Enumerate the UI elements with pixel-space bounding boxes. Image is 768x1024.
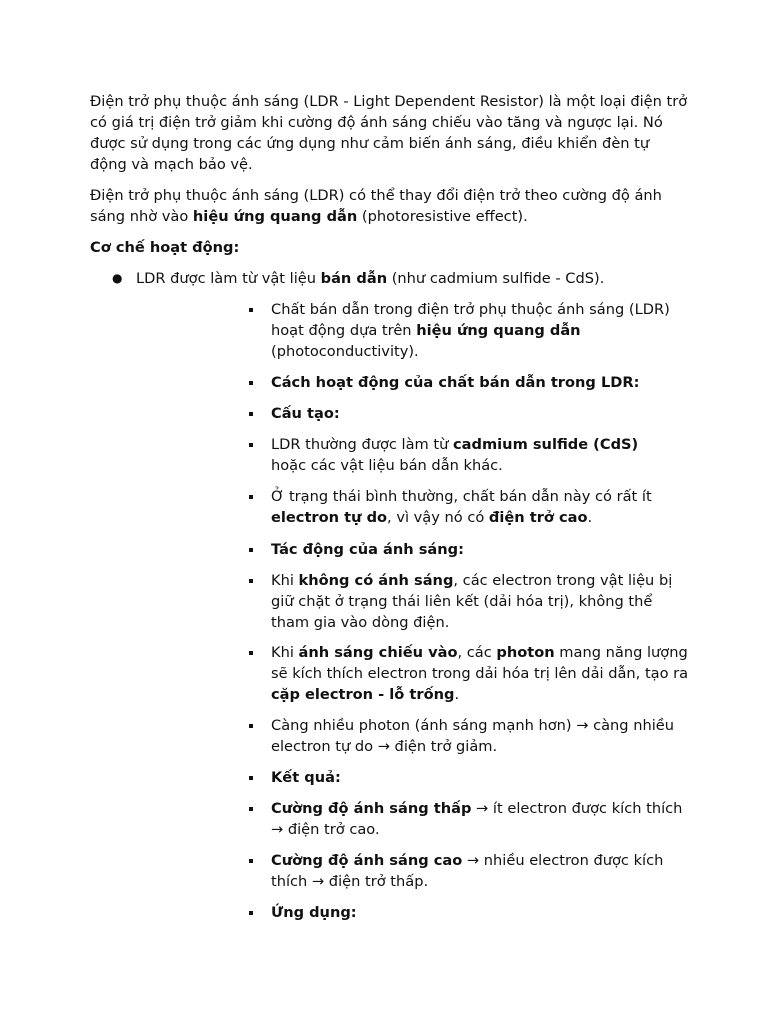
- sub-bullet-term: electron tự do: [271, 509, 388, 526]
- sub-bullet-text: → ít electron được kích thích → điện trở cao.: [271, 800, 683, 838]
- sub-bullet-no-light: [271, 570, 691, 633]
- square-bullet-icon: [249, 308, 253, 312]
- effect-text: Điện trở phụ thuộc ánh sáng (LDR) có thể thay đổi điện trở theo cường độ ánh sáng nhờ vào: [90, 187, 662, 225]
- square-bullet-icon: [249, 859, 253, 863]
- sub-bullet-how-it-works: [271, 372, 691, 393]
- intro-text: Điện trở phụ thuộc ánh sáng (LDR - Light Dependent Resistor) là một loại điện trở có giá trị điện trở giảm khi cường độ ánh sáng chiếu vào tăng và ngược lại. Nó được sử dụng trong các ứng dụng như cảm biến ánh sáng, điều khiển đèn tự động và mạch bảo vệ.: [90, 93, 688, 173]
- sub-heading: Tác động của ánh sáng:: [271, 541, 464, 558]
- sub-bullet-photoconductivity: [271, 299, 691, 362]
- sub-bullet-text-end: hoặc các vật liệu bán dẫn khác.: [271, 457, 503, 474]
- sub-bullet-text: Càng nhiều photon (ánh sáng mạnh hơn) → càng nhiều electron tự do → điện trở giảm.: [271, 717, 674, 755]
- sub-bullet-term: điện trở cao: [488, 509, 588, 526]
- sub-heading: Cách hoạt động của chất bán dẫn trong LDR:: [271, 374, 640, 391]
- sub-bullet-cds: [271, 434, 691, 476]
- sub-heading: Kết quả:: [271, 769, 341, 786]
- sub-bullet-text: LDR thường được làm từ: [271, 436, 454, 453]
- sub-bullet-text-end: .: [454, 686, 460, 703]
- sub-bullet-term: không có ánh sáng: [298, 572, 454, 589]
- square-bullet-icon: [249, 443, 253, 447]
- square-bullet-icon: [249, 579, 253, 583]
- square-bullet-icon: [249, 776, 253, 780]
- square-bullet-icon: [249, 911, 253, 915]
- sub-heading: Cấu tạo:: [271, 405, 340, 422]
- sub-bullet-low-light: [271, 798, 691, 840]
- sub-bullet-text: Khi: [271, 644, 299, 661]
- sub-bullet-term: ánh sáng chiếu vào: [298, 644, 458, 661]
- square-bullet-icon: [249, 807, 253, 811]
- sub-bullet-text: Chất bán dẫn trong điện trở phụ thuộc ánh sáng (LDR) hoạt động dựa trên: [271, 301, 670, 339]
- sub-bullet-light-on: [271, 642, 691, 705]
- bullet-item-material: [112, 268, 696, 289]
- sub-bullet-text: , các: [457, 644, 497, 661]
- mechanism-heading: Cơ chế hoạt động:: [90, 239, 240, 256]
- effect-text-end: (photoresistive effect).: [357, 208, 528, 225]
- square-bullet-icon: [249, 724, 253, 728]
- sub-bullet-structure: [271, 403, 691, 424]
- effect-term: hiệu ứng quang dẫn: [192, 208, 358, 225]
- sub-bullet-text-end: (photoconductivity).: [271, 343, 419, 360]
- sub-bullet-result: [271, 767, 691, 788]
- sub-bullet-term: cặp electron - lỗ trống: [271, 686, 455, 703]
- sub-bullet-term: photon: [496, 644, 555, 661]
- sub-heading: Ứng dụng:: [271, 904, 357, 921]
- bullet-term: bán dẫn: [320, 270, 388, 287]
- intro-paragraph: [90, 91, 690, 175]
- sub-bullet-term: Cường độ ánh sáng thấp: [271, 800, 472, 817]
- sub-bullet-term: hiệu ứng quang dẫn: [416, 322, 581, 339]
- square-bullet-icon: [249, 495, 253, 499]
- round-bullet-icon: ●: [112, 271, 123, 285]
- sub-bullet-normal-state: [271, 486, 691, 528]
- square-bullet-icon: [249, 651, 253, 655]
- sub-bullet-applications: [271, 902, 691, 923]
- sub-bullet-text: Khi: [271, 572, 299, 589]
- square-bullet-icon: [249, 548, 253, 552]
- sub-bullet-high-light: [271, 850, 691, 892]
- square-bullet-icon: [249, 381, 253, 385]
- bullet-text: LDR được làm từ vật liệu: [136, 270, 321, 287]
- sub-bullet-term: Cường độ ánh sáng cao: [271, 852, 463, 869]
- sub-bullet-text: mang năng lượng sẽ kích thích electron trong dải hóa trị lên dải dẫn, tạo ra: [271, 644, 689, 682]
- effect-paragraph: [90, 185, 690, 227]
- bullet-text-end: (như cadmium sulfide - CdS).: [387, 270, 605, 287]
- sub-bullet-text: , vì vậy nó có: [387, 509, 489, 526]
- sub-bullet-text-end: .: [587, 509, 593, 526]
- square-bullet-icon: [249, 412, 253, 416]
- sub-bullet-text: Ở trạng thái bình thường, chất bán dẫn này có rất ít: [271, 488, 652, 505]
- sub-bullet-text-end: , các electron trong vật liệu bị giữ chặt ở trạng thái liên kết (dải hóa trị), không thể tham gia vào dòng điện.: [271, 572, 673, 631]
- sub-bullet-text: → nhiều electron được kích thích → điện trở thấp.: [271, 852, 664, 890]
- sub-bullet-term: cadmium sulfide (CdS): [453, 436, 639, 453]
- sub-bullet-more-photons: [271, 715, 691, 757]
- sub-bullet-light-effect: [271, 539, 691, 560]
